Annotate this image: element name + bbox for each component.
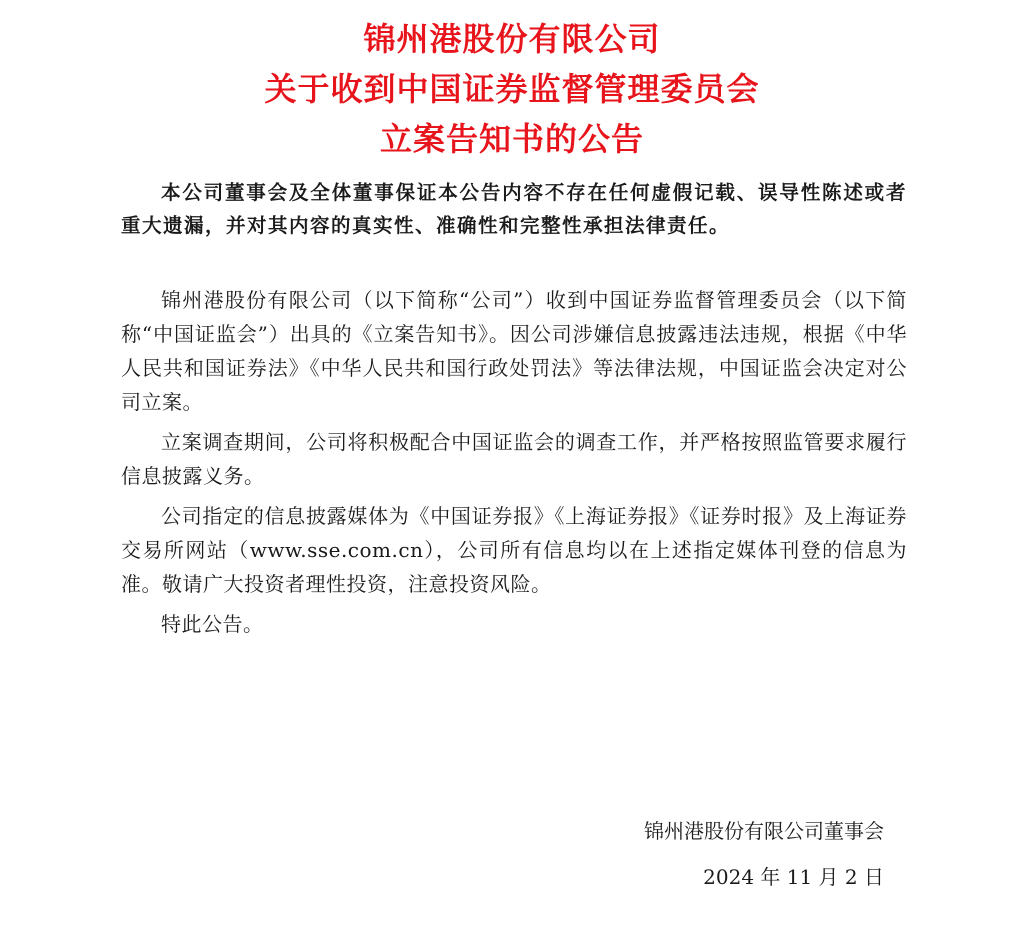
paragraph-cooperation: 立案调查期间，公司将积极配合中国证监会的调查工作，并严格按照监管要求履行信息披露义务。: [121, 430, 907, 488]
board-disclaimer: 本公司董事会及全体董事保证本公告内容不存在任何虚假记载、误导性陈述或者重大遗漏，并对其内容的真实性、准确性和完整性承担法律责任。: [121, 181, 907, 237]
announcement-body: [121, 283, 907, 647]
announcement-title: [0, 14, 1024, 164]
signature-block: [560, 808, 884, 900]
signature-date: 2024 年 11 月 2 日: [703, 865, 884, 889]
title-company-name: 锦州港股份有限公司: [363, 20, 661, 58]
paragraph-investigation-notice: 锦州港股份有限公司（以下简称“公司”）收到中国证券监督管理委员会（以下简称“中国证监会”）出具的《立案告知书》。因公司涉嫌信息披露违法违规，根据《中华人民共和国证券法》《中华人民共和国行政处罚法》等法律法规，中国证监会决定对公司立案。: [121, 288, 907, 414]
title-notice-type: 立案告知书的公告: [379, 120, 644, 158]
paragraph-closing: 特此公告。: [161, 612, 264, 636]
title-subject: 关于收到中国证券监督管理委员会: [264, 70, 760, 108]
signature-org: 锦州港股份有限公司董事会: [644, 819, 884, 843]
paragraph-designated-media: 公司指定的信息披露媒体为《中国证券报》《上海证券报》《证券时报》及上海证券交易所网站（www.sse.com.cn），公司所有信息均以在上述指定媒体刊登的信息为准。敬请广大投资者理性投资，注意投资风险。: [121, 504, 907, 596]
